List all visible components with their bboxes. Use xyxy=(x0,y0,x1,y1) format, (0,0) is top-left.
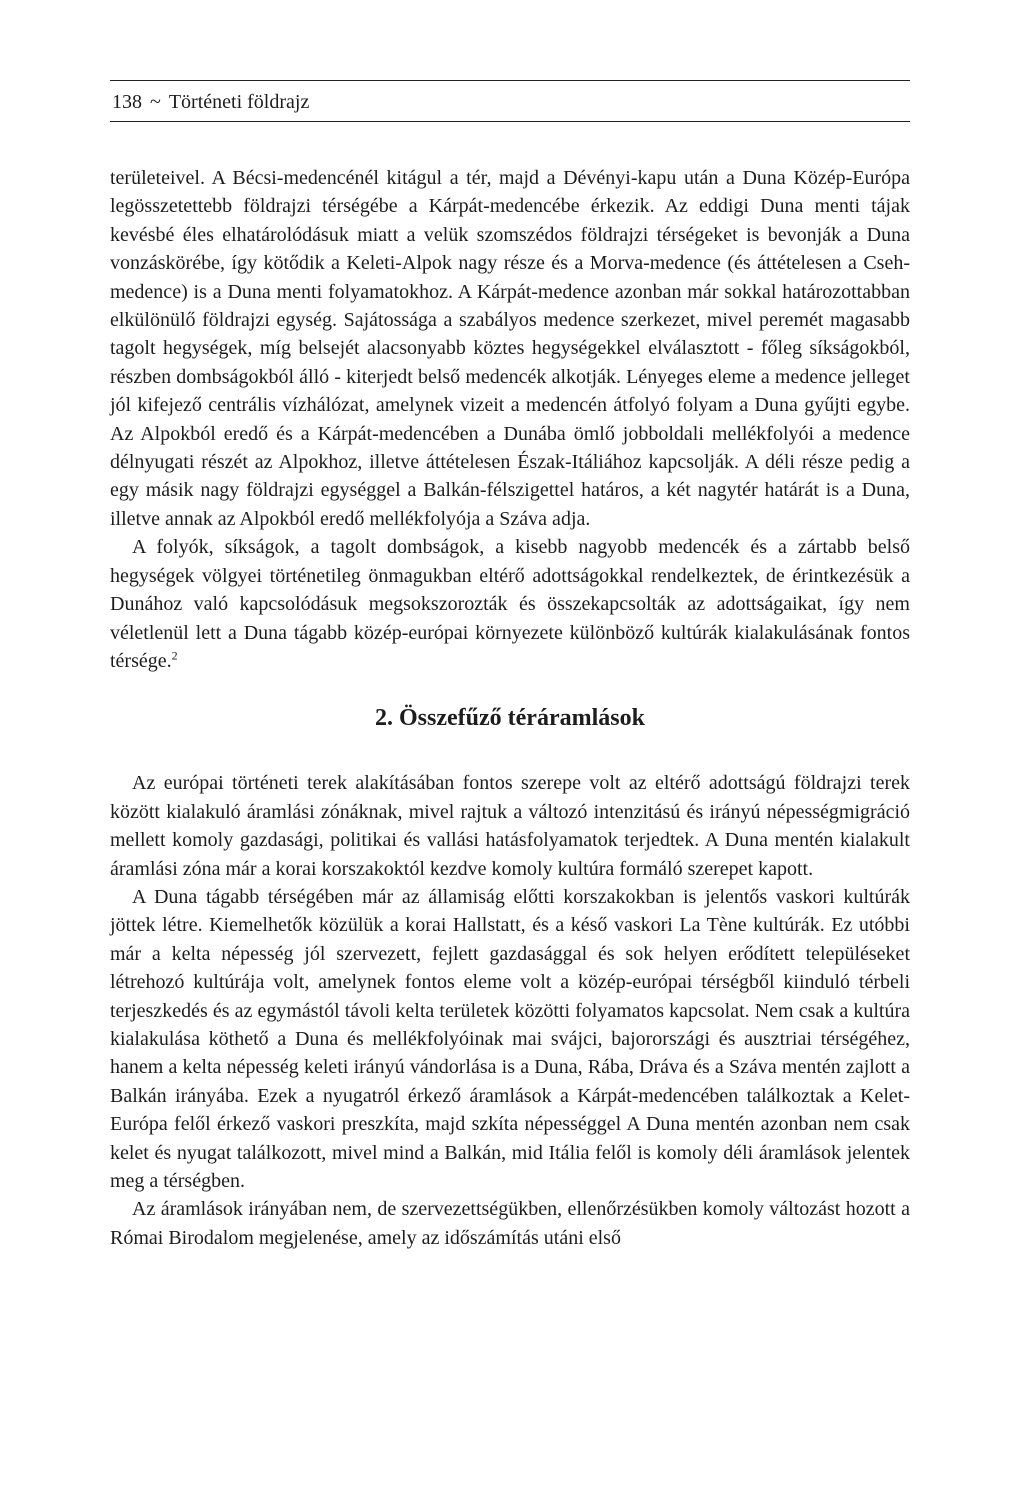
paragraph: A Duna tágabb térségében már az államiság előtti korszakokban is jelentős vaskori kultúrák jöttek létre. Kiemelhetők közülük a korai Hallstatt, és a késő vaskori La Tène kultúrák. Ez utóbbi már a kelta népesség jól szervezett, fejlett gazdasággal és sok helyen erődített településeket létrehozó kultúrája volt, amelynek fontos eleme volt a közép-európai térségből kiinduló térbeli terjeszkedés és az egymástól távoli kelta területek közötti folyamatos kapcsolat. Nem csak a kultúra kialakulása köthető a Duna és mellékfolyóinak mai svájci, bajorországi és ausztriai térségéhez, hanem a kelta népesség keleti irányú vándorlása is a Duna, Rába, Dráva és a Száva mentén zajlott a Balkán irányába. Ezek a nyugatról érkező áramlások a Kárpát-medencében találkoztak a Kelet-Európa felől érkező vaskori preszkíta, majd szkíta népességgel A Duna mentén azonban nem csak kelet és nyugat találkozott, mivel mind a Balkán, mid Itália felől is komoly déli áramlások jelentek meg a térségben. xyxy=(110,885,910,1192)
header-separator: ~ xyxy=(150,91,161,113)
running-title: Történeti földrajz xyxy=(168,91,310,113)
page-number: 138 xyxy=(112,91,142,113)
footnote-reference: 2 xyxy=(171,648,178,663)
section-heading: 2. Összefűző téráramlások xyxy=(375,705,645,732)
paragraph: Az áramlások irányában nem, de szervezettségükben, ellenőrzésükben komoly változást hozott a Római Birodalom megjelenése, amely az időszámítás utáni első xyxy=(110,1198,910,1249)
paragraph: Az európai történeti terek alakításában fontos szerepe volt az eltérő adottságú földrajzi terek között kialakuló áramlási zónáknak, mivel rajtuk a változó intenzitású és irányú népességmigráció mellett komoly gazdasági, politikai és vallási hatásfolyamatok terjedtek. A Duna mentén kialakult áramlási zóna már a korai korszakoktól kezdve komoly kultúra formáló szerepet kapott. xyxy=(110,772,910,880)
running-head-text xyxy=(112,90,309,114)
running-head xyxy=(110,80,910,122)
paragraph-continuation: területeivel. A Bécsi-medencénél kitágul a tér, majd a Dévényi-kapu után a Duna Közép-Európa legösszetettebb földrajzi térségébe a Kárpát-medencébe érkezik. Az eddigi Duna menti tájak kevésbé éles elhatárolódásuk miatt a velük szomszédos földrajzi térségeket is bevonják a Duna vonzáskörébe, így kötődik a Keleti-Alpok nagy része és a Morva-medence (és áttételesen a Cseh-medence) is a Duna menti folyamatokhoz. A Kárpát-medence azonban már sokkal határozottabban elkülönülő földrajzi egység. Sajátossága a szabályos medence szerkezet, mivel peremét magasabb tagolt hegységek, míg belsejét alacsonyabb köztes hegységekkel elválasztott - főleg síkságokból, részben dombságokból álló - kiterjedt belső medencék alkotják. Lényeges eleme a medence jelleget jól kifejező centrális vízhálózat, amelynek vizeit a medencén átfolyó folyam a Duna gyűjti egybe. Az Alpokból eredő és a Kárpát-medencében a Dunába ömlő jobboldali mellékfolyói a medence délnyugati részét az Alpokhoz, illetve áttételesen Észak-Itáliához kapcsolják. A déli része pedig a egy másik nagy földrajzi egységgel a Balkán-félszigettel határos, a két nagytér határát is a Duna, illetve annak az Alpokból eredő mellékfolyója a Száva adja. xyxy=(110,167,910,530)
paragraph-text: A folyók, síkságok, a tagolt dombságok, a kisebb nagyobb medencék és a zártabb belső hegységek völgyei történetileg önmagukban eltérő adottságokkal rendelkeztek, de érintkezésük a Dunához való kapcsolódásuk megsokszorozták és összekapcsolták az adottságaikat, így nem véletlenül lett a Duna tágabb közép-európai környezete különböző kultúrák kialakulásának fontos térsége. xyxy=(110,536,910,672)
page-body xyxy=(110,164,910,1252)
paragraph xyxy=(110,533,910,675)
